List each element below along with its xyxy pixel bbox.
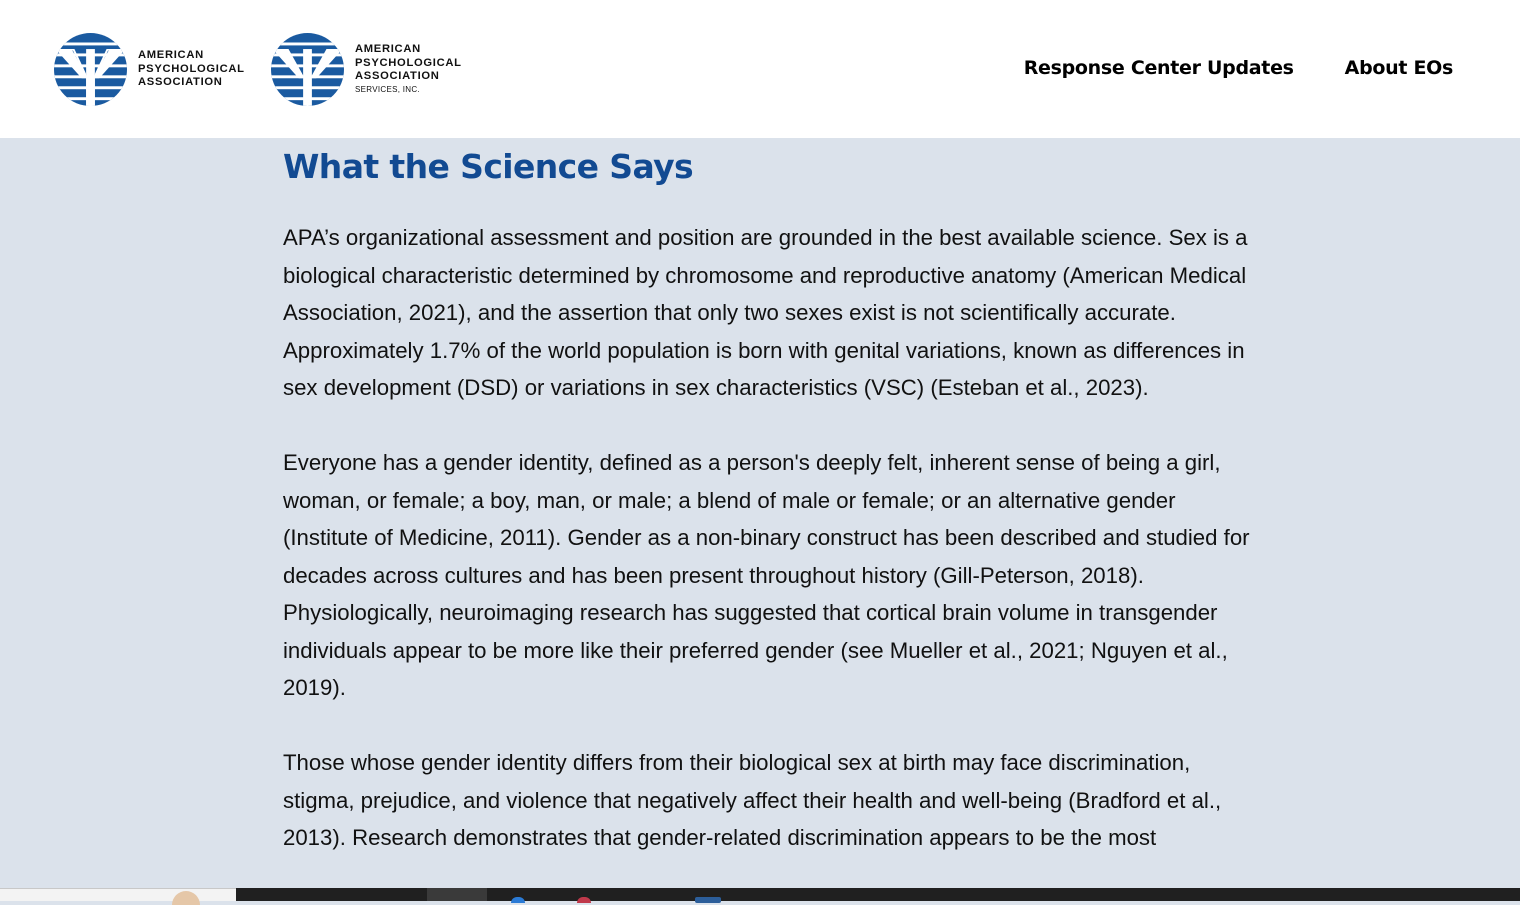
section-heading: What the Science Says [283,147,694,186]
apa-logo-wordmark [138,49,245,90]
logo-subline: SERVICES, INC. [355,84,420,94]
main-content [283,146,1263,857]
apa-psi-emblem-icon [54,33,127,106]
app-icon-blue[interactable] [695,897,721,903]
apa-services-wordmark [355,43,462,96]
logo-line: PSYCHOLOGICAL [138,62,245,75]
top-nav [1024,57,1453,79]
site-header [0,0,1520,138]
apa-services-logo[interactable] [271,33,462,106]
os-taskbar [0,888,1520,901]
paragraph: APA’s organizational assessment and position are grounded in the best available science. Sex is a biological characteristic determined by chromosome and reproductive anatomy (American Medical Association, 2021), and the assertion that only two sexes exist is not scientifically accurate. Approximately 1.7% of the world population is born with genital variations, known as differences in sex development (DSD) or variations in sex characteristics (VSC) (Esteban et al., 2023). [283,225,1248,400]
nav-response-center-updates[interactable]: Response Center Updates [1023,57,1294,79]
logo-line: ASSOCIATION [355,70,440,83]
logo-line: AMERICAN [138,49,204,62]
taskbar-search-area[interactable] [0,888,236,901]
apa-services-psi-emblem-icon [271,33,344,106]
paragraph: Those whose gender identity differs from their biological sex at birth may face discrimination, stigma, prejudice, and violence that negatively affect their health and well-being (Bradford et al., 2013). Research demonstrates that gender-related discrimination appears to be the most [283,750,1222,850]
nav-about-eos[interactable]: About EOs [1344,57,1453,79]
apa-logo[interactable] [54,33,245,106]
app-icon-red[interactable] [577,897,591,903]
paragraph: Everyone has a gender identity, defined as a person's deeply felt, inherent sense of being a girl, woman, or female; a boy, man, or male; a blend of male or female; or an alternative gender (Institute of Medicine, 2011). Gender as a non-binary construct has been described and studied for decades across cultures and has been present throughout history (Gill-Peterson, 2018). Physiologically, neuroimaging research has suggested that cortical brain volume in transgender individuals appear to be more like their preferred gender (see Mueller et al., 2021; Nguyen et al., 2019). [283,450,1250,700]
avatar-icon [172,891,200,905]
logo-line: PSYCHOLOGICAL [355,56,462,69]
logo-line: AMERICAN [355,43,421,56]
taskbar-active-app[interactable] [427,888,487,901]
logo-line: ASSOCIATION [138,76,223,89]
browser-icon[interactable] [511,897,525,903]
